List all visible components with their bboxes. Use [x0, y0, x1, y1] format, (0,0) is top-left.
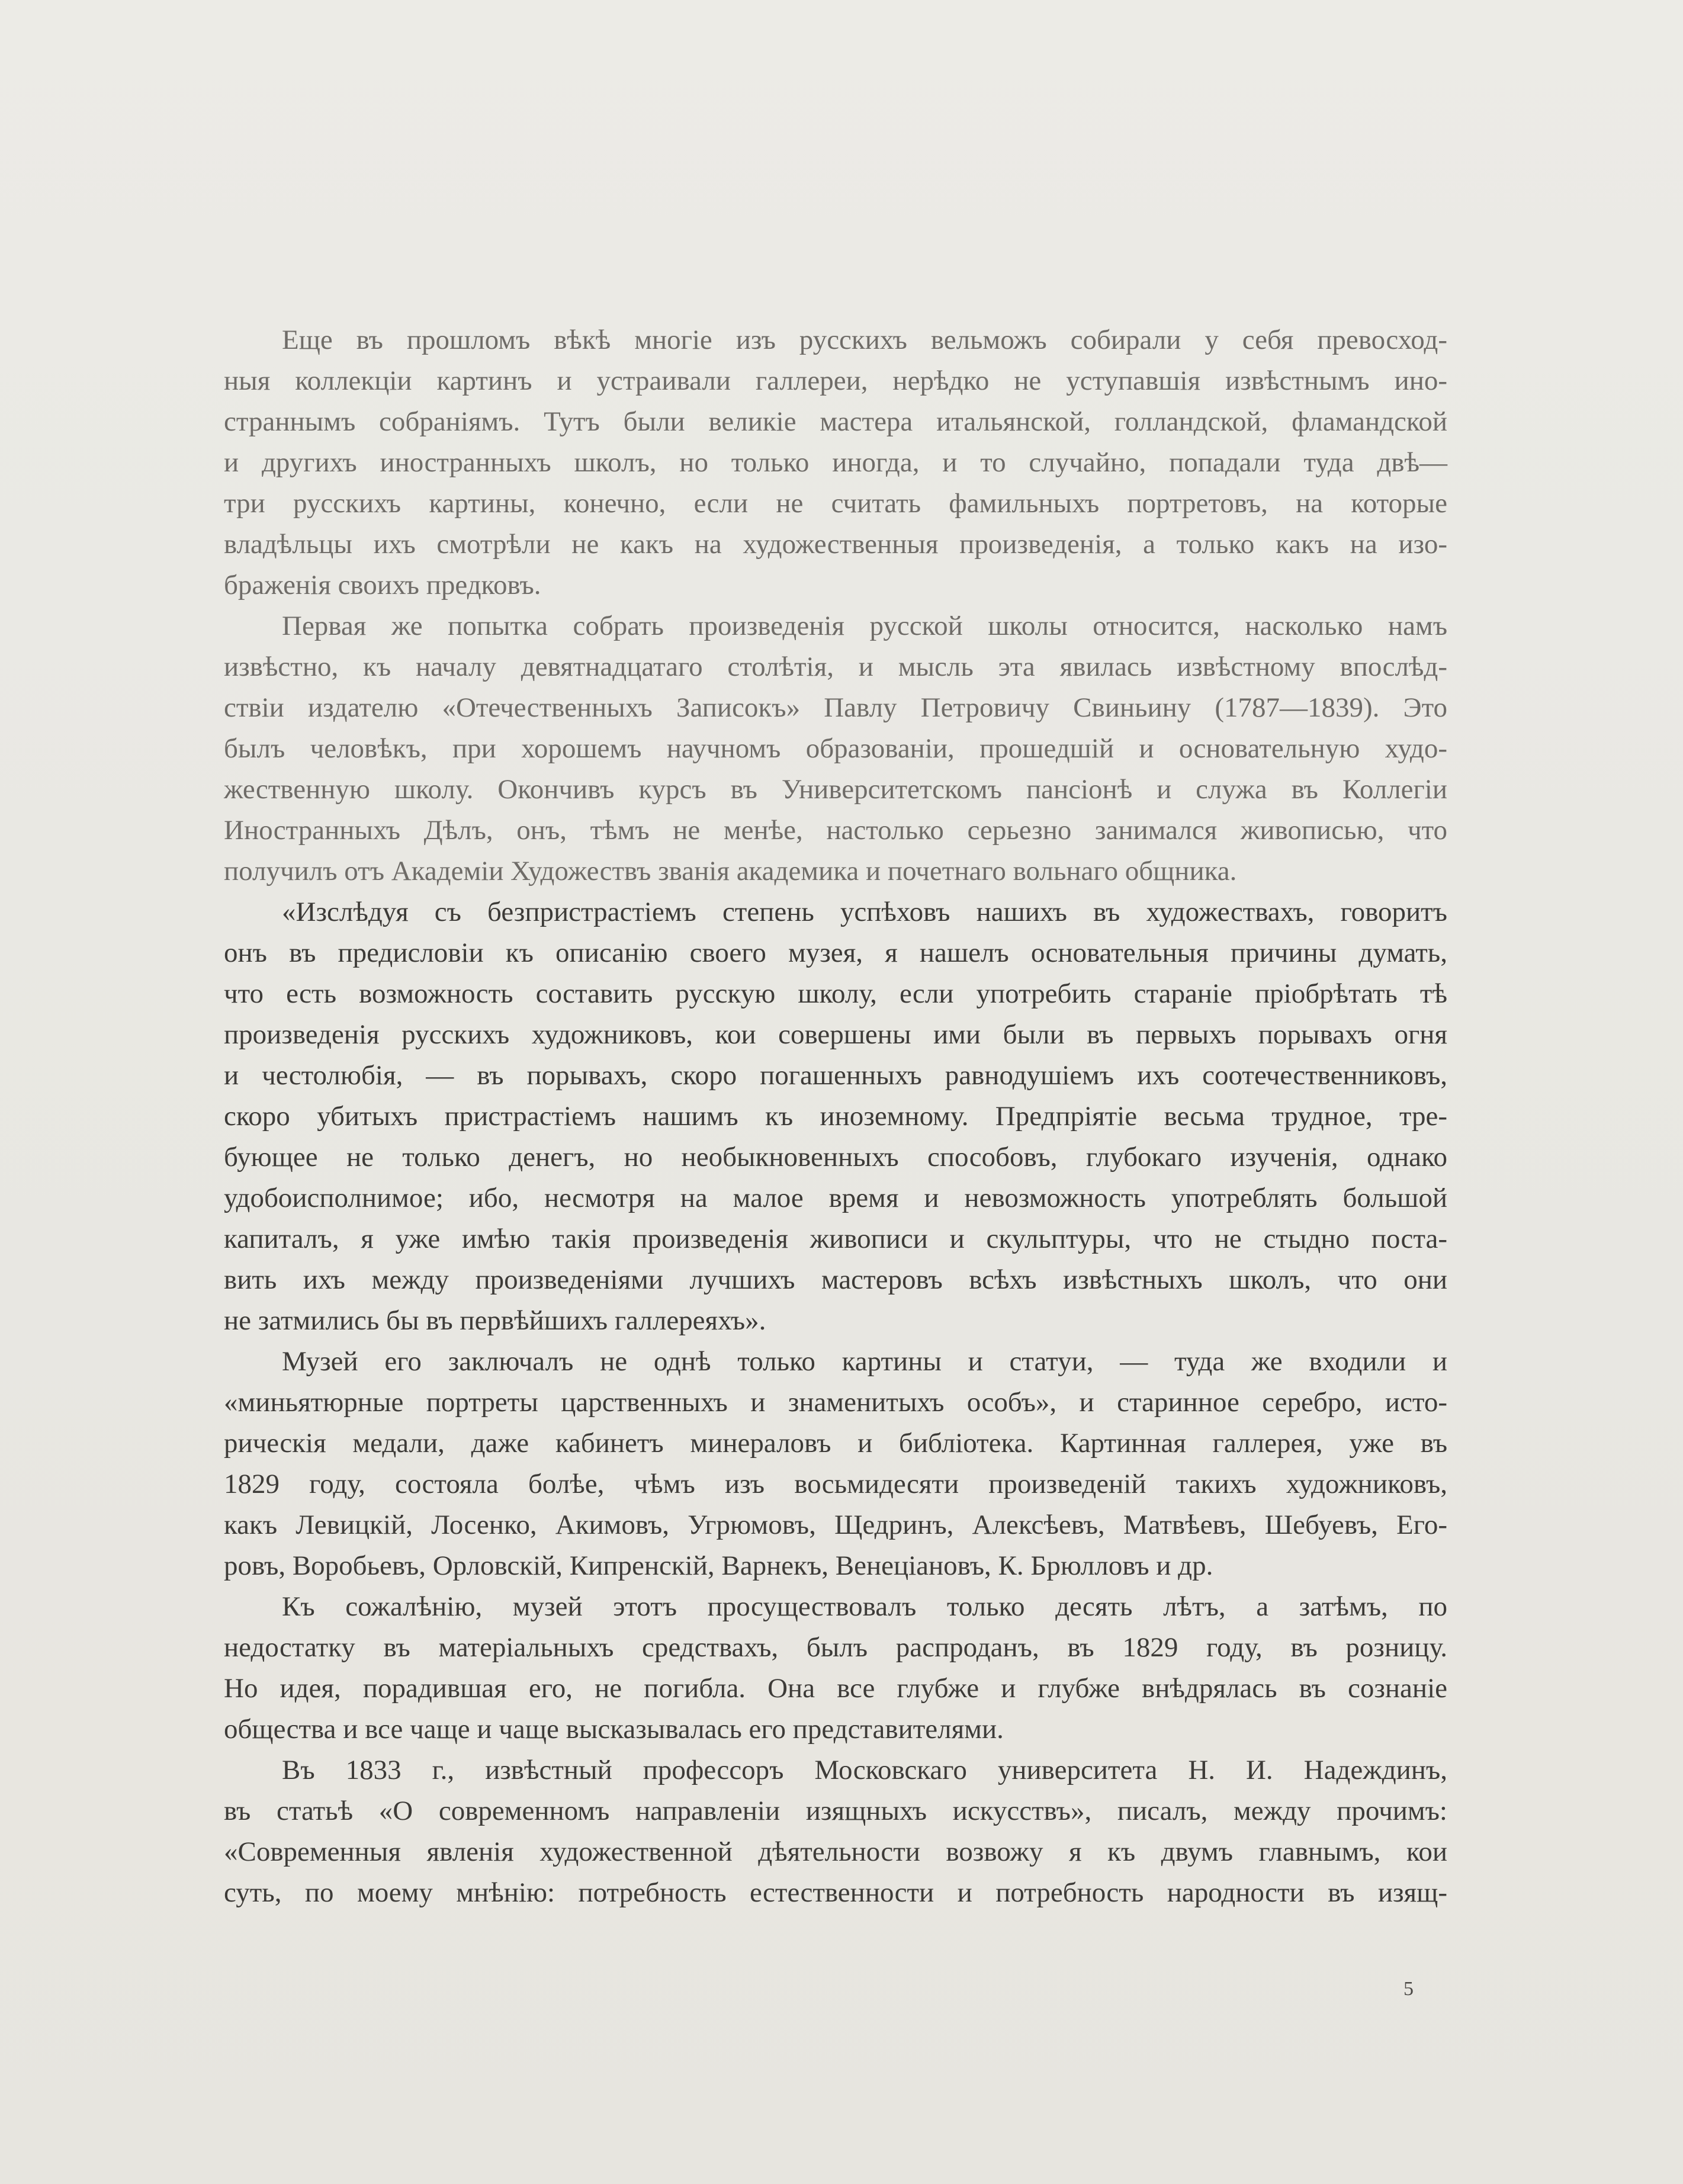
paragraph — [224, 606, 1447, 892]
text-line: извѣстно, къ началу девятнадцатаго столѣтія, и мысль эта явилась извѣстному впослѣд- — [224, 651, 1447, 682]
text-line: онъ въ предисловіи къ описанію своего музея, я нашелъ основательныя причины думать, — [224, 937, 1447, 968]
text-line: былъ человѣкъ, при хорошемъ научномъ образованіи, прошедшій и основательную худо- — [224, 733, 1447, 764]
text-line: ровъ, Воробьевъ, Орловскій, Кипренскій, Варнекъ, Венеціановъ, К. Брюлловъ и др. — [224, 1550, 1213, 1581]
text-line: скоро убитыхъ пристрастіемъ нашимъ къ иноземному. Предпріятіе весьма трудное, тре- — [224, 1101, 1447, 1132]
text-line: «Изслѣдуя съ безпристрастіемъ степень успѣховъ нашихъ въ художествахъ, говоритъ — [282, 897, 1447, 927]
text-line: рическія медали, даже кабинетъ минераловъ и библіотека. Картинная галлерея, уже въ — [224, 1428, 1447, 1459]
text-line: бующее не только денегъ, но необыкновенныхъ способовъ, глубокаго изученія, однако — [224, 1142, 1447, 1173]
text-line: жественную школу. Окончивъ курсъ въ Университетскомъ пансіонѣ и служа въ Коллегіи — [224, 774, 1447, 805]
text-line: Къ сожалѣнію, музей этотъ просуществовалъ только десять лѣтъ, а затѣмъ, по — [282, 1591, 1447, 1622]
text-line: страннымъ собраніямъ. Тутъ были великіе мастера итальянской, голландской, фламандской — [224, 406, 1447, 437]
text-line: удобоисполнимое; ибо, несмотря на малое время и невозможность употреблять большой — [224, 1183, 1447, 1213]
paragraph — [224, 1341, 1447, 1586]
text-line: «Современныя явленія художественной дѣятельности возвожу я къ двумъ главнымъ, кои — [224, 1836, 1447, 1867]
text-line: и другихъ иностранныхъ школъ, но только иногда, и то случайно, попадали туда двѣ— — [224, 447, 1447, 478]
text-line: Музей его заключалъ не однѣ только картины и статуи, — туда же входили и — [282, 1346, 1447, 1377]
text-line: 1829 году, состояла болѣе, чѣмъ изъ восьмидесяти произведеній такихъ художниковъ, — [224, 1469, 1447, 1499]
text-line: Еще въ прошломъ вѣкѣ многіе изъ русскихъ вельможъ собирали у себя превосход- — [282, 325, 1447, 355]
text-line: три русскихъ картины, конечно, если не считать фамильныхъ портретовъ, на которые — [224, 488, 1447, 519]
text-line: Въ 1833 г., извѣстный профессоръ Московскаго университета Н. И. Надеждинъ, — [282, 1755, 1447, 1785]
text-line: въ статьѣ «О современномъ направленіи изящныхъ искусствъ», писалъ, между прочимъ: — [224, 1796, 1447, 1826]
text-line: получилъ отъ Академіи Художествъ званія академика и почетнаго вольнаго общника. — [224, 856, 1237, 887]
text-line: «миньятюрные портреты царственныхъ и знаменитыхъ особъ», и старинное серебро, исто- — [224, 1387, 1447, 1418]
text-line: Но идея, порадившая его, не погибла. Она все глубже и глубже внѣдрялась въ сознаніе — [224, 1673, 1447, 1704]
body-text — [224, 320, 1447, 1913]
paragraph — [224, 1586, 1447, 1750]
text-line: ствіи издателю «Отечественныхъ Записокъ» Павлу Петровичу Свиньину (1787—1839). Это — [224, 692, 1447, 723]
text-line: произведенія русскихъ художниковъ, кои совершены ими были въ первыхъ порывахъ огня — [224, 1019, 1447, 1050]
page-number: 5 — [1403, 1978, 1414, 2000]
text-line: общества и все чаще и чаще высказывалась его представителями. — [224, 1714, 1004, 1745]
paragraph — [224, 320, 1447, 606]
text-line: недостатку въ матеріальныхъ средствахъ, былъ распроданъ, въ 1829 году, въ розницу. — [224, 1632, 1447, 1663]
text-line: и честолюбія, — въ порывахъ, скоро погашенныхъ равнодушіемъ ихъ соотечественниковъ, — [224, 1060, 1447, 1091]
paragraph — [224, 892, 1447, 1341]
text-line: ныя коллекціи картинъ и устраивали галлереи, нерѣдко не уступавшія извѣстнымъ ино- — [224, 365, 1447, 396]
text-line: что есть возможность составить русскую школу, если употребить стараніе пріобрѣтать тѣ — [224, 978, 1447, 1009]
text-line: капиталъ, я уже имѣю такія произведенія живописи и скульптуры, что не стыдно поста- — [224, 1223, 1447, 1254]
text-line: суть, по моему мнѣнію: потребность естественности и потребность народности въ изящ- — [224, 1877, 1447, 1908]
text-line: Иностранныхъ Дѣлъ, онъ, тѣмъ не менѣе, настолько серьезно занимался живописью, что — [224, 815, 1447, 846]
text-line: Первая же попытка собрать произведенія русской школы относится, насколько намъ — [282, 611, 1447, 641]
text-line: не затмились бы въ первѣйшихъ галлереяхъ». — [224, 1305, 766, 1336]
paragraph — [224, 1750, 1447, 1913]
text-line: владѣльцы ихъ смотрѣли не какъ на художественныя произведенія, а только какъ на изо- — [224, 529, 1447, 560]
text-line: какъ Левицкій, Лосенко, Акимовъ, Угрюмовъ, Щедринъ, Алексѣевъ, Матвѣевъ, Шебуевъ, Его- — [224, 1509, 1447, 1540]
text-line: браженія своихъ предковъ. — [224, 570, 541, 600]
text-line: вить ихъ между произведеніями лучшихъ мастеровъ всѣхъ извѣстныхъ школъ, что они — [224, 1264, 1447, 1295]
